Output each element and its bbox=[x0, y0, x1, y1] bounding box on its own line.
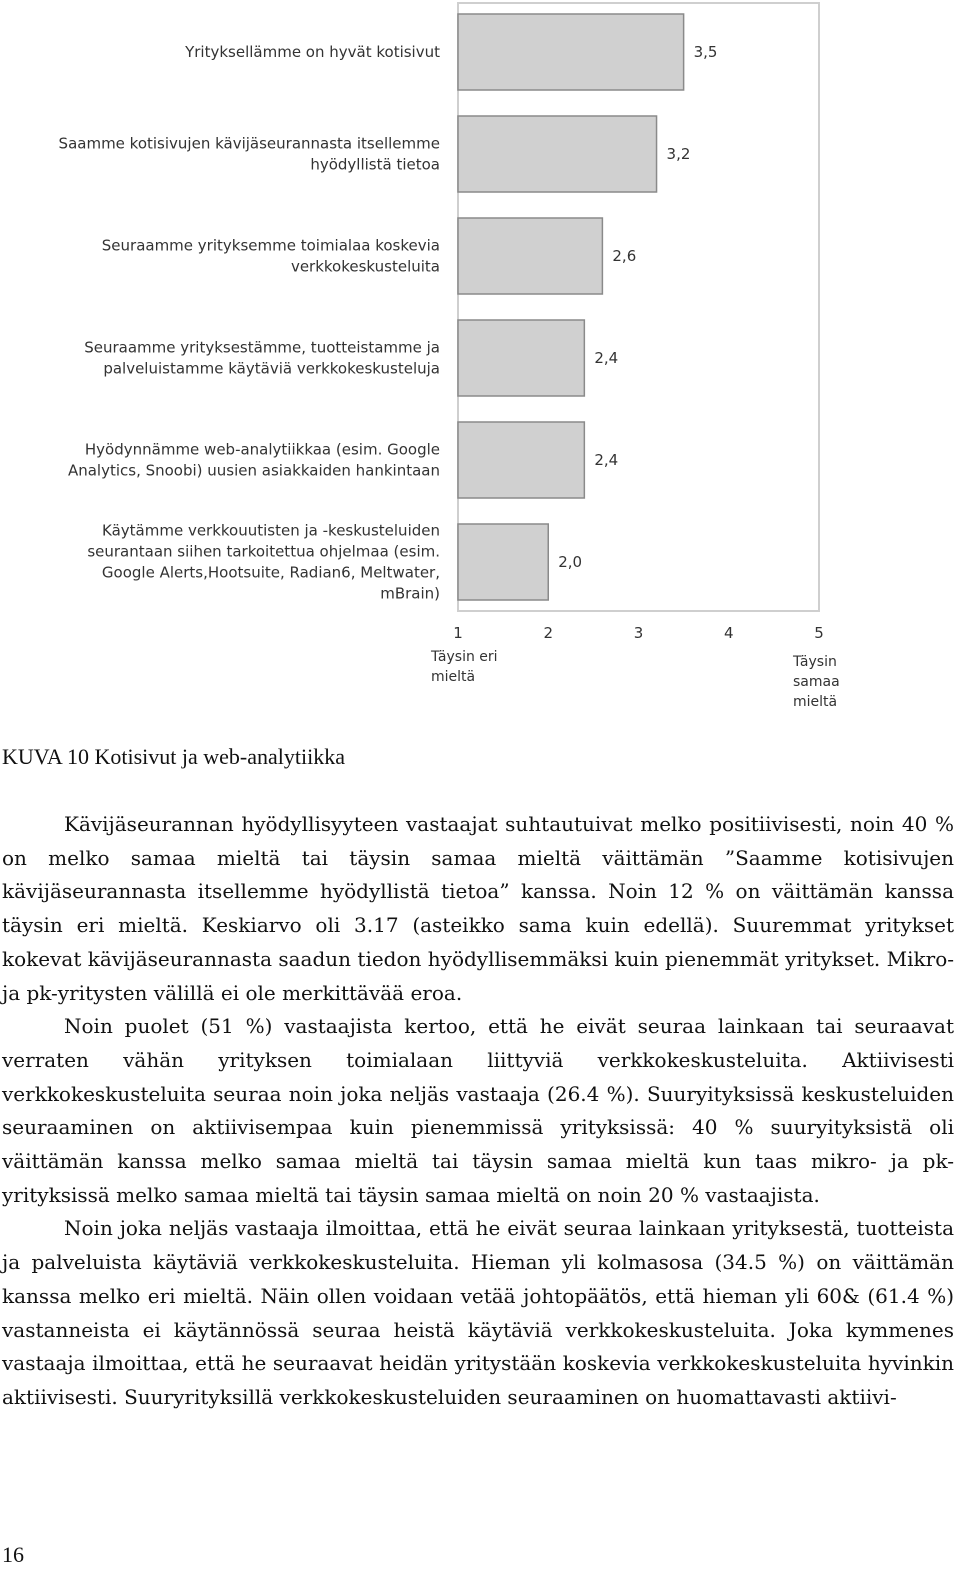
x-tick-label: 1 bbox=[453, 624, 463, 642]
body-text bbox=[2, 808, 954, 1415]
bar bbox=[458, 524, 548, 600]
x-tick-label: 5 bbox=[814, 624, 824, 642]
bar-value-label: 2,6 bbox=[612, 247, 637, 265]
bar-value-label: 3,5 bbox=[693, 43, 718, 61]
bar-value-label: 3,2 bbox=[666, 145, 691, 163]
x-min-label: mieltä bbox=[431, 669, 476, 685]
x-tick-label: 3 bbox=[633, 624, 644, 642]
bar bbox=[458, 422, 584, 498]
category-label: Seuraamme yrityksestämme, tuotteistamme ja bbox=[84, 338, 440, 357]
x-end-labels bbox=[430, 649, 840, 710]
paragraph: Noin puolet (51 %) vastaajista kertoo, että he eivät seuraa lainkaan tai seuraavat verraten vähän yrityksen toimialaan liittyviä verkkokeskusteluita. Aktiivisesti verkkokeskusteluita seuraa noin joka neljäs vastaaja (26.4 %). Suuryityksissä keskusteluiden seuraaminen on aktiivisempaa kuin pienemmissä yrityksissä: 40 % suuryityksistä oli väittämän kanssa melko samaa mieltä tai täysin samaa mieltä kun taas mikro- ja pk-yrityksissä melko samaa mieltä tai täysin samaa mieltä on noin 20 % vastaajista. bbox=[2, 1014, 954, 1207]
category-label: Käytämme verkkouutisten ja -keskusteluiden bbox=[102, 521, 440, 540]
category-label: palveluistamme käytäviä verkkokeskusteluja bbox=[103, 359, 440, 378]
category-label: Google Alerts,Hootsuite, Radian6, Meltwater, bbox=[101, 563, 440, 582]
bar bbox=[458, 116, 657, 192]
category-label: seurantaan siihen tarkoitettua ohjelmaa (esim. bbox=[87, 542, 440, 561]
bar-value-label: 2,0 bbox=[558, 553, 583, 571]
bar-value-label: 2,4 bbox=[594, 451, 619, 469]
x-tick-labels bbox=[453, 624, 824, 642]
category-label: Hyödynnämme web-analytiikkaa (esim. Google bbox=[84, 440, 440, 459]
category-label: Saamme kotisivujen kävijäseurannasta itsellemme bbox=[58, 134, 440, 153]
figure-caption: KUVA 10 Kotisivut ja web-analytiikka bbox=[2, 744, 345, 769]
bar-group bbox=[458, 14, 684, 600]
x-max-label: Täysin bbox=[793, 654, 837, 670]
plot-frame bbox=[458, 3, 819, 611]
x-min-label: Täysin eri bbox=[431, 649, 498, 665]
category-label: Seuraamme yrityksemme toimialaa koskevia bbox=[101, 236, 440, 255]
category-label: verkkokeskusteluita bbox=[290, 257, 440, 276]
x-max-label: mieltä bbox=[793, 694, 838, 710]
paragraph: Kävijäseurannan hyödyllisyyteen vastaajat suhtautuivat melko positiivisesti, noin 40 % on melko samaa mieltä tai täysin samaa mieltä väittämän ”Saamme kotisivujen kävijäseurannasta itsellemme hyödyllistä tietoa” kanssa. Noin 12 % on väittämän kanssa täysin eri mieltä. Keskiarvo oli 3.17 (asteikko sama kuin edellä). Suuremmat yritykset kokevat kävijäseurannasta saadun tiedon hyödyllisemmäksi kuin pienemmät yritykset. Mikro- ja pk-yritysten välillä ei ole merkittävää eroa. bbox=[2, 812, 954, 1005]
category-label: Yrityksellämme on hyvät kotisivut bbox=[185, 43, 440, 61]
bar bbox=[458, 14, 684, 90]
category-label: hyödyllistä tietoa bbox=[310, 155, 440, 174]
category-label: Analytics, Snoobi) uusien asiakkaiden hankintaan bbox=[67, 461, 440, 480]
page-number: 16 bbox=[2, 1542, 24, 1567]
bar bbox=[458, 218, 602, 294]
category-label: mBrain) bbox=[380, 584, 440, 603]
x-max-label: samaa bbox=[793, 674, 840, 690]
paragraph: Noin joka neljäs vastaaja ilmoittaa, että he eivät seuraa lainkaan yrityksestä, tuotteista ja palveluista käytäviä verkkokeskusteluita. Hieman yli kolmasosa (34.5 %) on väittämän kanssa melko eri mieltä. Näin ollen voidaan vetää johtopäätös, että hieman yli 60& (61.4 %) vastanneista ei käytännössä seuraa heistä käytäviä verkkokeskusteluita. Joka kymmenes vastaaja ilmoittaa, että he seuraavat heidän yritystään koskevia verkkokeskusteluita hyvinkin aktiivisesti. Suuryrityksillä verkkokeskusteluiden seuraaminen on huomattavasti aktiivi- bbox=[2, 1216, 954, 1409]
x-tick-label: 2 bbox=[543, 624, 554, 642]
bar-value-label: 2,4 bbox=[594, 349, 619, 367]
bar bbox=[458, 320, 584, 396]
bar-chart bbox=[0, 0, 960, 720]
category-labels bbox=[59, 43, 441, 603]
x-tick-label: 4 bbox=[723, 624, 734, 642]
